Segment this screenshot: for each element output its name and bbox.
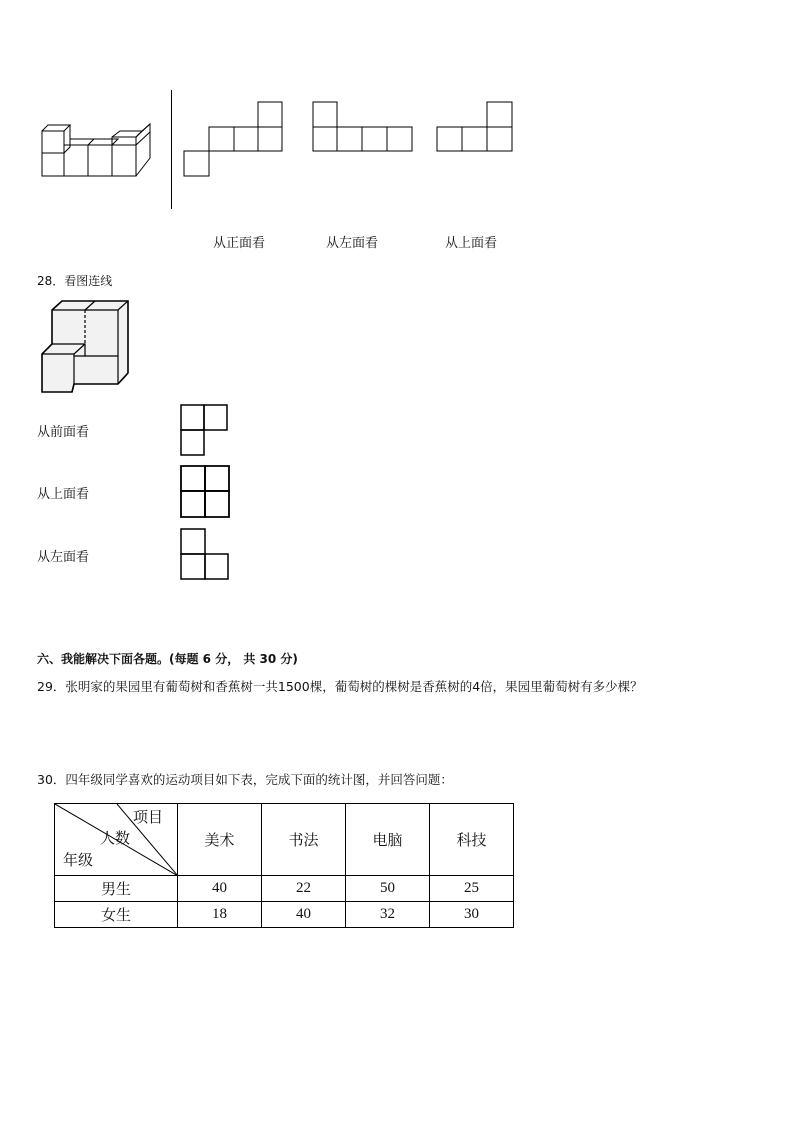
corner-label-grade: 年级 [63, 853, 94, 869]
table-cell: 50 [346, 876, 430, 902]
table-row [55, 876, 514, 902]
section-heading: 六、我能解决下面各题。(每题 6 分， 共 30 分) [37, 652, 298, 666]
q28-option-left: 从左面看 [37, 550, 90, 565]
q28-view-shape-3 [179, 527, 231, 582]
table-cell: 40 [262, 902, 346, 928]
column-header: 美术 [178, 804, 262, 876]
column-header: 书法 [262, 804, 346, 876]
q28-view-shape-2 [179, 464, 232, 520]
q28-option-front: 从前面看 [37, 425, 90, 440]
q27-divider-line [171, 90, 172, 209]
q28-title: 28．看图连线 [37, 274, 113, 288]
row-label: 女生 [55, 902, 178, 928]
q30-text: 30．四年级同学喜欢的运动项目如下表，完成下面的统计图，并回答问题： [37, 772, 453, 787]
q27-left-view-grid [311, 101, 414, 153]
q29-text: 29．张明家的果园里有葡萄树和香蕉树一共1500棵，葡萄树的棵树是香蕉树的4倍，果园里葡萄树有多少棵？ [37, 679, 643, 694]
q27-label-top: 从上面看 [445, 236, 498, 251]
corner-label-people: 人数 [100, 831, 131, 847]
q27-label-front: 从正面看 [213, 236, 266, 251]
table-row [55, 902, 514, 928]
q30-stats-table [54, 803, 514, 928]
table-cell: 40 [178, 876, 262, 902]
table-cell: 22 [262, 876, 346, 902]
table-cell: 25 [430, 876, 514, 902]
table-cell: 18 [178, 902, 262, 928]
corner-label-item: 项目 [133, 810, 164, 826]
q28-option-top: 从上面看 [37, 487, 90, 502]
table-corner-header [55, 804, 178, 876]
table-cell: 30 [430, 902, 514, 928]
q28-solid-figure [38, 298, 133, 395]
q27-label-left: 从左面看 [326, 236, 379, 251]
q27-front-view-grid [183, 101, 284, 178]
q28-view-shape-1 [179, 403, 230, 457]
q27-cube-solid-figure [40, 122, 155, 180]
column-header: 电脑 [346, 804, 430, 876]
q27-top-view-grid [435, 101, 514, 153]
column-header: 科技 [430, 804, 514, 876]
row-label: 男生 [55, 876, 178, 902]
table-cell: 32 [346, 902, 430, 928]
